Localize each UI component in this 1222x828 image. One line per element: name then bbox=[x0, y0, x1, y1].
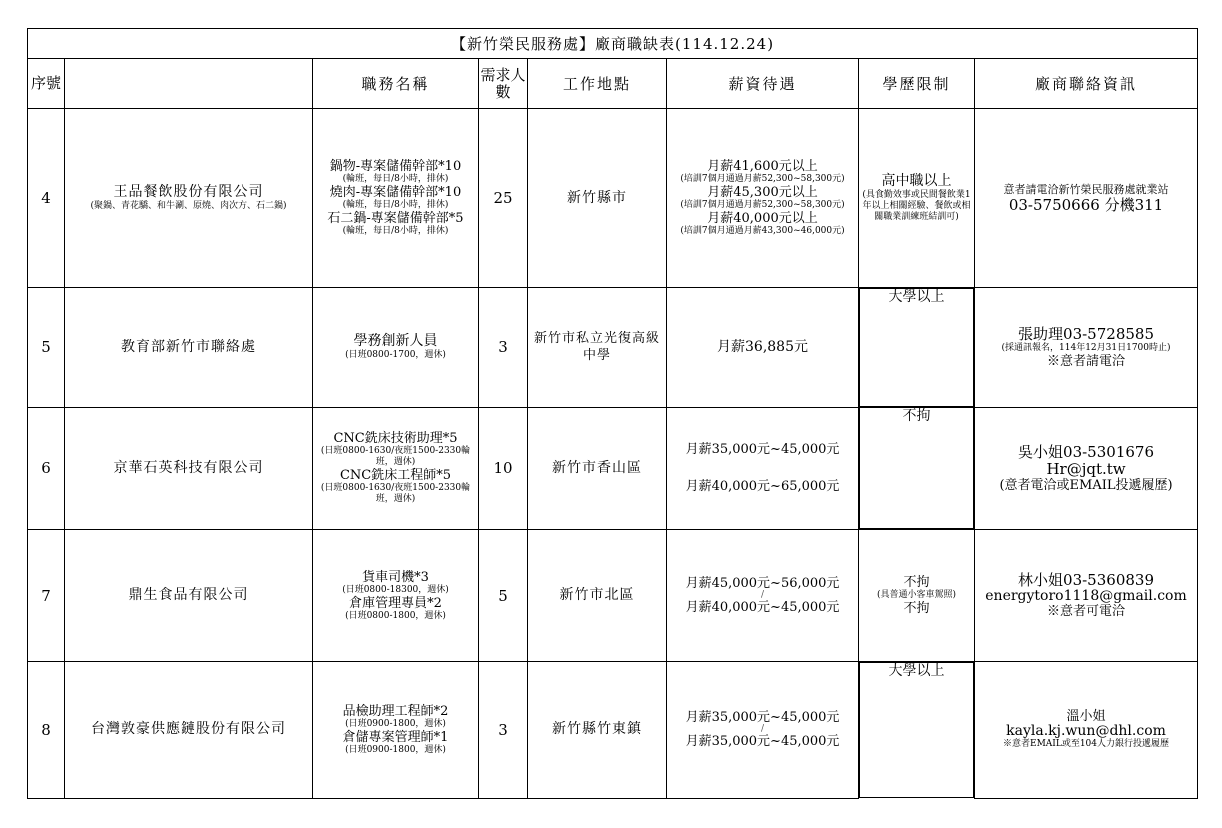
job-note: (日班0900-1800，週休) bbox=[345, 718, 446, 729]
job-note: (輪班，每日/8小時，排休) bbox=[342, 226, 449, 236]
salary-cell bbox=[667, 109, 859, 288]
company-cell bbox=[65, 109, 313, 288]
job-cell bbox=[313, 288, 479, 408]
education-note: (具普通小客車駕照) bbox=[876, 590, 957, 600]
job-location: 新竹市私立光復高級中學 bbox=[528, 288, 667, 408]
job-note: (日班0800-1630/夜班1500-2330輪班，週休) bbox=[320, 483, 471, 505]
header-job: 職務名稱 bbox=[313, 59, 479, 109]
salary-cell bbox=[667, 288, 859, 408]
table-row bbox=[28, 530, 1198, 662]
salary-main: 月薪40,000元~45,000元 bbox=[685, 600, 840, 615]
job-title: 貨車司機*3 bbox=[362, 569, 429, 585]
job-note: (輪班，每日/8小時，排休) bbox=[342, 174, 449, 184]
salary-main: 月薪35,000元~45,000元 bbox=[685, 710, 840, 726]
job-title: 鍋物-專案儲備幹部*10 bbox=[329, 159, 462, 174]
contact-note: ※意者EMAIL或至104人力銀行投遞履歷 bbox=[1003, 739, 1170, 750]
salary-main: 月薪41,600元以上 bbox=[707, 159, 818, 174]
table-row bbox=[28, 109, 1198, 288]
education-cell bbox=[859, 530, 975, 662]
job-cell bbox=[313, 530, 479, 662]
company-name: 京華石英科技有限公司 bbox=[65, 407, 313, 530]
job-location: 新竹市香山區 bbox=[528, 407, 667, 530]
job-cell bbox=[313, 109, 479, 288]
contact-cell bbox=[975, 662, 1198, 799]
header-seq: 序號 bbox=[28, 59, 65, 109]
education-requirement: 不拘 bbox=[903, 575, 930, 590]
education-note: (具食勤效事或民間餐飲業1年以上相關經驗、餐飲或相關職業訓練班結訓可) bbox=[862, 190, 971, 222]
header-location: 工作地點 bbox=[528, 59, 667, 109]
contact-name: 溫小姐 bbox=[1066, 709, 1106, 725]
row-seq: 5 bbox=[28, 288, 65, 408]
job-title: 學務創新人員 bbox=[353, 333, 438, 350]
salary-separator: / bbox=[760, 590, 765, 600]
job-note: (輪班，每日/8小時，排休) bbox=[342, 200, 449, 210]
salary-cell bbox=[667, 530, 859, 662]
education-requirement: 不拘 bbox=[903, 601, 930, 616]
table-row bbox=[28, 407, 1198, 530]
job-count: 3 bbox=[479, 288, 528, 408]
company-name: 教育部新竹市聯絡處 bbox=[65, 288, 313, 408]
header-company bbox=[65, 59, 313, 109]
contact-phone: 03-5750666 分機311 bbox=[1008, 195, 1164, 214]
job-cell bbox=[313, 662, 479, 799]
education-requirement: 大學以上 bbox=[859, 288, 974, 407]
table-row bbox=[28, 288, 1198, 408]
contact-cell bbox=[975, 530, 1198, 662]
contact-email: kayla.kj.wun@dhl.com bbox=[1006, 723, 1166, 740]
job-count: 25 bbox=[479, 109, 528, 288]
job-title: 燒肉-專案儲備幹部*10 bbox=[329, 185, 462, 200]
salary-main: 月薪36,885元 bbox=[717, 338, 808, 355]
job-note: (日班0800-1700，週休) bbox=[345, 350, 446, 361]
salary-note: (培訓7個月通過月薪43,300~46,000元) bbox=[680, 226, 845, 236]
salary-note: (培訓7個月通過月薪52,300~58,300元) bbox=[680, 200, 845, 210]
company-name: 鼎生食品有限公司 bbox=[65, 530, 313, 662]
header-count: 需求人數 bbox=[479, 59, 528, 109]
contact-phone: 吳小姐03-5301676 bbox=[1018, 442, 1154, 461]
job-title: CNC銑床技術助理*5 bbox=[333, 431, 458, 447]
job-title: 倉儲專案管理師*1 bbox=[342, 729, 449, 745]
contact-phone: 林小姐03-5360839 bbox=[1018, 571, 1154, 589]
salary-main: 月薪35,000元~45,000元 bbox=[685, 442, 840, 458]
contact-cell bbox=[975, 407, 1198, 530]
contact-line: 意者請電洽新竹榮民服務處就業站 bbox=[1003, 182, 1169, 196]
job-cell bbox=[313, 407, 479, 530]
salary-main: 月薪45,000元~56,000元 bbox=[685, 576, 840, 591]
job-location: 新竹縣市 bbox=[528, 109, 667, 288]
contact-phone: 張助理03-5728585 bbox=[1018, 324, 1154, 343]
job-count: 5 bbox=[479, 530, 528, 662]
education-requirement: 大學以上 bbox=[859, 662, 974, 798]
education-cell bbox=[859, 109, 975, 288]
contact-line: ※意者請電洽 bbox=[1047, 353, 1126, 369]
row-seq: 7 bbox=[28, 530, 65, 662]
row-seq: 6 bbox=[28, 407, 65, 530]
job-note: (日班0800-18300，週休) bbox=[342, 584, 449, 595]
header-salary: 薪資待遇 bbox=[667, 59, 859, 109]
salary-cell bbox=[667, 662, 859, 799]
header-contact: 廠商聯絡資訊 bbox=[975, 59, 1198, 109]
table-row bbox=[28, 662, 1198, 799]
salary-main: 月薪40,000元~65,000元 bbox=[685, 479, 840, 495]
education-requirement: 高中職以上 bbox=[881, 173, 952, 189]
job-title: 品檢助理工程師*2 bbox=[342, 703, 449, 719]
salary-note: (培訓7個月通過月薪52,300~58,300元) bbox=[680, 174, 845, 184]
contact-cell bbox=[975, 288, 1198, 408]
contact-email: energytoro1118@gmail.com bbox=[985, 588, 1187, 604]
contact-note: ※意者可電洽 bbox=[1047, 604, 1126, 619]
job-count: 10 bbox=[479, 407, 528, 530]
job-title: 石二鍋-專案儲備幹部*5 bbox=[327, 211, 464, 226]
salary-separator: / bbox=[760, 724, 765, 735]
job-note: (日班0900-1800，週休) bbox=[345, 744, 446, 755]
contact-note: (採通訊報名，114年12月31日1700時止) bbox=[1001, 342, 1171, 353]
salary-main: 月薪45,300元以上 bbox=[707, 185, 818, 200]
header-education: 學歷限制 bbox=[859, 59, 975, 109]
job-count: 3 bbox=[479, 662, 528, 799]
salary-cell bbox=[667, 407, 859, 530]
job-title: 倉庫管理專員*2 bbox=[349, 595, 442, 611]
job-vacancy-table bbox=[27, 28, 1198, 799]
job-note: (日班0800-1630/夜班1500-2330輪班，週休) bbox=[320, 446, 471, 468]
education-requirement: 不拘 bbox=[859, 407, 974, 529]
company-name: 王品餐飲股份有限公司 bbox=[113, 184, 264, 200]
table-title: 【新竹榮民服務處】廠商職缺表(114.12.24) bbox=[28, 29, 1198, 59]
row-seq: 4 bbox=[28, 109, 65, 288]
job-title: CNC銑床工程師*5 bbox=[339, 468, 452, 484]
job-location: 新竹市北區 bbox=[528, 530, 667, 662]
company-note: (聚鍋、青花驕、和牛涮、原燒、肉次方、石二鍋) bbox=[90, 201, 287, 211]
salary-main: 月薪35,000元~45,000元 bbox=[685, 734, 840, 750]
contact-note: (意者電洽或EMAIL投遞履歷) bbox=[999, 477, 1173, 493]
job-note: (日班0800-1800，週休) bbox=[345, 610, 446, 621]
company-name: 台灣敦豪供應鏈股份有限公司 bbox=[65, 662, 313, 799]
job-location: 新竹縣竹東鎮 bbox=[528, 662, 667, 799]
salary-main: 月薪40,000元以上 bbox=[707, 211, 818, 226]
contact-email: Hr@jqt.tw bbox=[1046, 459, 1126, 478]
contact-cell bbox=[975, 109, 1198, 288]
row-seq: 8 bbox=[28, 662, 65, 799]
